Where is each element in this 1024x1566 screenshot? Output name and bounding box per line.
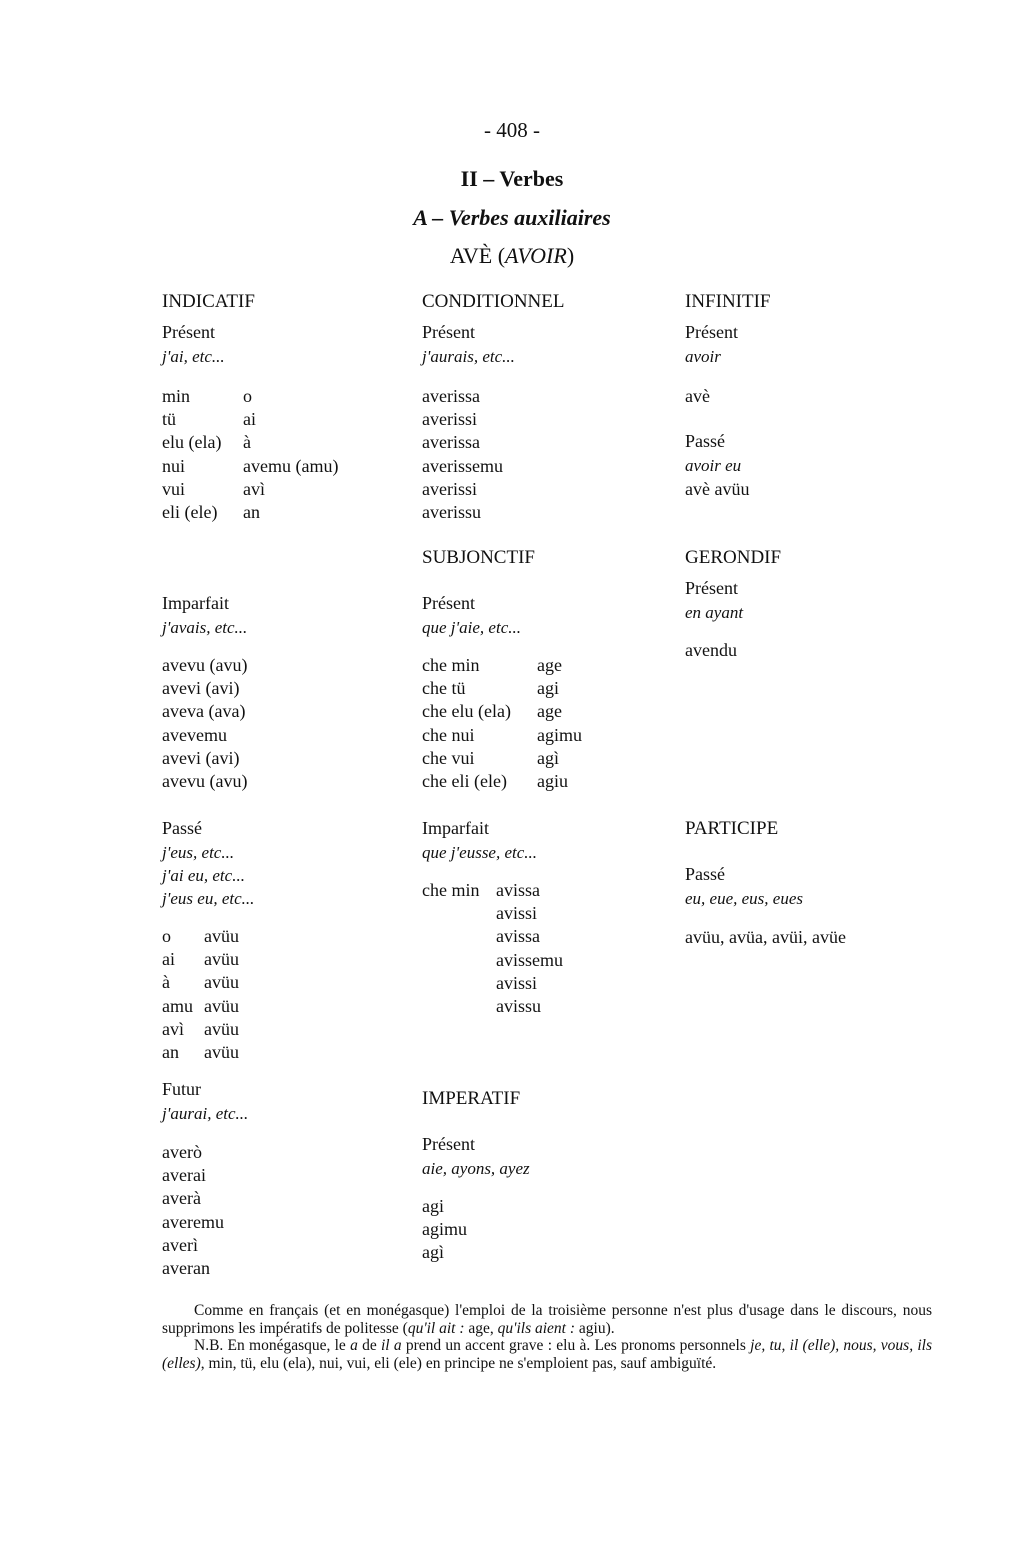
example-line: j'eus eu, etc...	[162, 889, 255, 908]
indicatif-present-forms	[162, 385, 338, 524]
list-item: averemu	[162, 1211, 224, 1232]
conjugation-row: che vui agì	[422, 747, 559, 768]
list-item: agi	[422, 1196, 444, 1216]
indicatif-futur-forms	[162, 1141, 224, 1280]
example-line: j'ai eu, etc...	[162, 866, 245, 885]
footnote	[162, 1302, 932, 1372]
list-item: averissa	[422, 386, 480, 406]
list-item: averai	[162, 1165, 206, 1186]
conjugation-row: amu avüu	[162, 995, 239, 1016]
indicatif-heading: INDICATIF	[162, 291, 255, 312]
indicatif-passe-forms	[162, 925, 239, 1064]
subjonctif-present-label: Présent	[422, 593, 475, 613]
imperatif-present-forms	[422, 1195, 467, 1265]
conjugation-row: avissemu	[496, 949, 563, 970]
conjugation-row: che elu (ela) age	[422, 701, 562, 722]
list-item: averissi	[422, 409, 477, 430]
infinitif-passe-label: Passé	[685, 431, 725, 451]
indicatif-imparfait-label: Imparfait	[162, 593, 229, 613]
conjugation-row: o avüu	[162, 926, 239, 946]
verb-word: AVÈ	[449, 243, 493, 268]
gerondif-heading: GERONDIF	[685, 547, 782, 568]
indicatif-futur-label: Futur	[162, 1079, 202, 1099]
conjugation-row: avì avüu	[162, 1018, 239, 1039]
indicatif-imparfait-forms	[162, 654, 247, 793]
participe-passe-form: avüu, avüa, avüi, avüe	[685, 927, 846, 947]
infinitif-present-form: avè	[685, 386, 710, 406]
conjugation-row: che nui agimu	[422, 724, 582, 745]
indicatif-present-example: j'ai, etc...	[162, 347, 225, 366]
infinitif-present-example: avoir	[685, 347, 721, 366]
conditionnel-present-label: Présent	[422, 322, 475, 342]
subjonctif-imparfait-example: que j'eusse, etc...	[422, 843, 538, 862]
infinitif-present-label: Présent	[685, 322, 738, 342]
list-item: averà	[162, 1188, 201, 1209]
footnote-nb: N.B. En monégasque, le a de il a prend un accent grave : elu à. Les pronoms personnels je, tu, il (elle), nous, vous, ils (elles), min, tü, elu (ela), nui, vui, eli (ele) en principe ne s'emploient pas, sauf ambiguïté.	[162, 1337, 932, 1372]
subjonctif-heading: SUBJONCTIF	[422, 547, 535, 568]
infinitif-heading: INFINITIF	[685, 291, 771, 312]
indicatif-passe-examples	[162, 841, 254, 910]
gerondif-present-example: en ayant	[685, 603, 744, 622]
infinitif-passe-form: avè avüu	[685, 479, 750, 499]
conjugation-row: ai avüu	[162, 949, 239, 970]
list-item: averan	[162, 1258, 210, 1279]
conjugation-row: an avüu	[162, 1042, 239, 1063]
list-item: agì	[422, 1242, 444, 1263]
imperatif-present-example: aie, ayons, ayez	[422, 1159, 530, 1178]
list-item: avevemu	[162, 724, 227, 745]
subjonctif-imparfait-label: Imparfait	[422, 818, 489, 838]
gerondif-present-label: Présent	[685, 578, 738, 598]
footnote-paragraph: Comme en français (et en monégasque) l'emploi de la troisième personne n'est plus d'usage dans le discours, nous supprimons les impératifs de politesse (qu'il ait : age, qu'ils aient : agiu).	[162, 1302, 932, 1337]
conjugation-row: avissi	[496, 972, 538, 993]
list-item: avevi (avi)	[162, 678, 240, 699]
list-item: avevu (avu)	[162, 771, 248, 792]
conjugation-row: tü ai	[162, 409, 256, 430]
verb-gloss: AVOIR	[505, 243, 567, 268]
conjugation-row: min o	[162, 386, 252, 406]
subjonctif-imparfait-forms	[422, 879, 563, 1018]
list-item: averissu	[422, 502, 481, 523]
list-item: averì	[162, 1234, 198, 1255]
indicatif-futur-example: j'aurai, etc...	[162, 1104, 249, 1123]
verb-title: AVÈ (AVOIR)	[449, 243, 575, 268]
participe-passe-example: eu, eue, eus, eues	[685, 889, 804, 908]
imperatif-heading: IMPERATIF	[422, 1088, 521, 1109]
list-item: averò	[162, 1142, 202, 1162]
indicatif-present-label: Présent	[162, 322, 215, 342]
conjugation-row: avissu	[496, 996, 541, 1017]
indicatif-passe-label: Passé	[162, 818, 202, 838]
list-item: avevi (avi)	[162, 747, 240, 768]
conjugation-row: che tü agi	[422, 678, 559, 699]
section-title: II – Verbes	[460, 166, 564, 191]
participe-passe-label: Passé	[685, 864, 725, 884]
conjugation-row: che min age	[422, 655, 562, 675]
gerondif-present-form: avendu	[685, 640, 737, 660]
list-item: agimu	[422, 1219, 467, 1240]
list-item: averissa	[422, 432, 480, 453]
conjugation-row: che eli (ele) agiu	[422, 771, 568, 792]
conjugation-row: avissi	[496, 903, 538, 924]
conjugation-row: che min avissa	[422, 880, 540, 900]
list-item: averissemu	[422, 455, 503, 476]
subsection-title: A – Verbes auxiliaires	[413, 205, 611, 230]
conjugation-row: à avüu	[162, 972, 239, 993]
conjugation-row: vui avì	[162, 478, 265, 499]
conjugation-row: eli (ele) an	[162, 502, 260, 523]
conjugation-row: avissa	[496, 926, 540, 947]
imperatif-present-label: Présent	[422, 1134, 475, 1154]
example-line: j'eus, etc...	[162, 843, 235, 862]
conditionnel-present-example: j'aurais, etc...	[422, 347, 515, 366]
conjugation-row: nui avemu (amu)	[162, 455, 339, 476]
list-item: averissi	[422, 478, 477, 499]
list-item: avevu (avu)	[162, 655, 248, 675]
conjugation-row: elu (ela) à	[162, 432, 251, 453]
conditionnel-present-forms	[422, 385, 503, 524]
indicatif-imparfait-example: j'avais, etc...	[162, 618, 248, 637]
subjonctif-present-forms	[422, 654, 582, 793]
conditionnel-heading: CONDITIONNEL	[422, 291, 565, 312]
page-number: - 408 -	[484, 118, 540, 142]
subjonctif-present-example: que j'aie, etc...	[422, 618, 521, 637]
list-item: aveva (ava)	[162, 701, 246, 722]
infinitif-passe-example: avoir eu	[685, 456, 742, 475]
participe-heading: PARTICIPE	[685, 818, 779, 839]
